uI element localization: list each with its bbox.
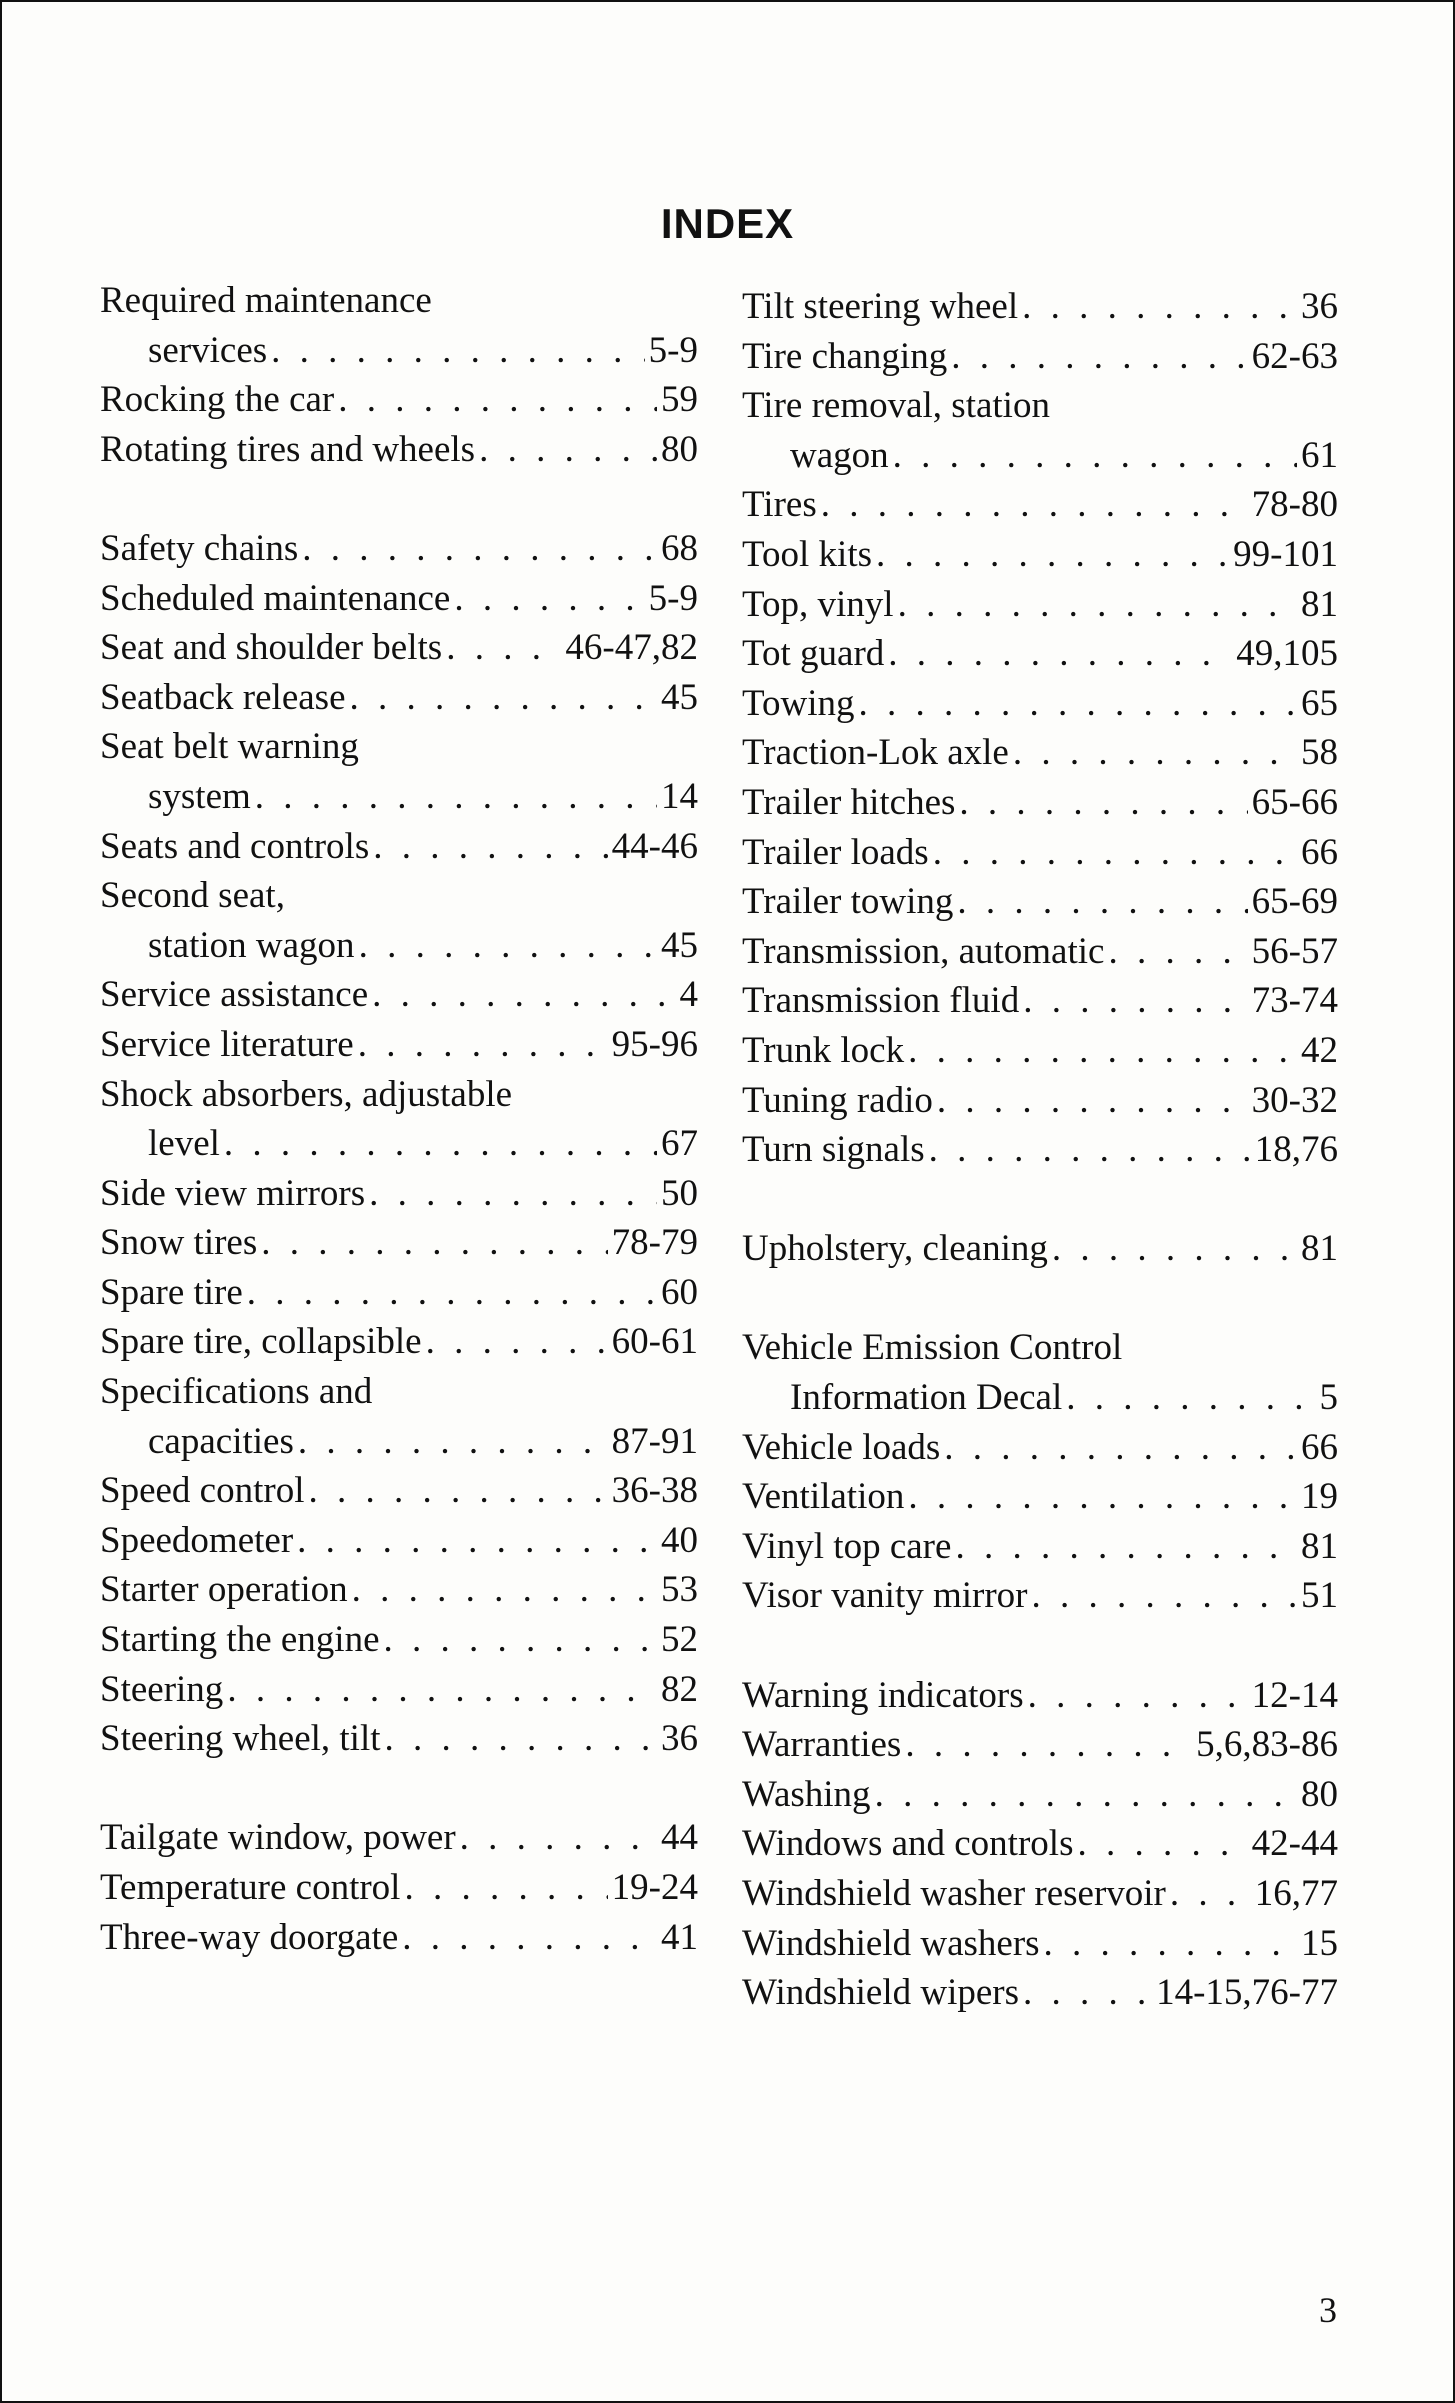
index-entry (100, 1169, 698, 1219)
index-entry (742, 1125, 1338, 1175)
dot-leader (888, 629, 1232, 679)
index-entry-page: 14-15,76-77 (1156, 1972, 1338, 2014)
index-entry-text: Tire removal, station (742, 385, 1050, 427)
index-entry-text: Trailer hitches (742, 781, 956, 823)
index-entry (100, 276, 698, 326)
index-entry-text: Visor vanity mirror (742, 1575, 1028, 1617)
index-entry-text: Rocking the car (100, 379, 335, 421)
index-entry-text: system (148, 775, 251, 817)
dot-leader (905, 1720, 1192, 1770)
dot-leader (1077, 1819, 1247, 1869)
index-entry-page: 80 (661, 428, 698, 470)
index-entry-page: 61 (1301, 434, 1338, 476)
index-entry (100, 326, 698, 376)
dot-leader (350, 673, 658, 723)
index-entry-text: Second seat, (100, 875, 285, 917)
index-entry (100, 375, 698, 425)
index-entry-page: 73-74 (1251, 980, 1338, 1022)
index-entry-page: 78-79 (611, 1222, 698, 1264)
index-entry-page: 40 (661, 1519, 698, 1561)
index-entry-page: 58 (1301, 732, 1338, 774)
index-entry-text: Turn signals (742, 1129, 925, 1171)
index-entry-text: Side view mirrors (100, 1172, 366, 1214)
index-entry-text: Safety chains (100, 527, 299, 569)
index-entry-text: Rotating tires and wheels (100, 428, 476, 470)
index-entry-text: Scheduled maintenance (100, 577, 451, 619)
dot-leader (1023, 1968, 1152, 2018)
index-entry-text: Tuning radio (742, 1079, 933, 1121)
index-entry-page: 67 (661, 1123, 698, 1165)
index-entry-page: 5 (1319, 1377, 1338, 1419)
dot-leader (1013, 728, 1297, 778)
index-entry (100, 574, 698, 624)
index-entry-text: Shock absorbers, adjustable (100, 1073, 513, 1115)
index-entry-text: Tire changing (742, 335, 948, 377)
index-entry-page: 87-91 (611, 1420, 698, 1462)
index-entry-page: 80 (1301, 1773, 1338, 1815)
dot-leader (227, 1665, 657, 1715)
dot-leader (929, 1125, 1251, 1175)
index-entry-text: Traction-Lok axle (742, 732, 1009, 774)
index-entry (100, 1070, 698, 1120)
index-entry-text: Trailer loads (742, 831, 929, 873)
index-entry-text: Required maintenance (100, 280, 432, 321)
index-entry-page: 49,105 (1236, 633, 1338, 675)
index-entry-text: Ventilation (742, 1476, 905, 1518)
index-entry-page: 65-66 (1251, 781, 1338, 823)
index-entry (100, 623, 698, 673)
index-entry-page: 52 (661, 1619, 698, 1661)
dot-leader (454, 574, 644, 624)
index-entry-page: 44-46 (611, 825, 698, 867)
index-entry-page: 81 (1301, 1228, 1338, 1270)
index-entry-text: Starting the engine (100, 1619, 380, 1661)
index-entry-text: Starter operation (100, 1569, 348, 1611)
index-entry-text: Information Decal (790, 1377, 1063, 1419)
entry-gap (742, 1621, 1338, 1671)
dot-leader (426, 1317, 608, 1367)
index-entry-text: Tailgate window, power (100, 1817, 456, 1859)
index-entry-page: 19-24 (611, 1867, 698, 1908)
index-entry-page: 36-38 (611, 1470, 698, 1512)
index-entry (742, 530, 1338, 580)
index-entry-text: Spare tire, collapsible (100, 1321, 422, 1363)
index-entry (100, 1020, 698, 1070)
dot-leader (876, 530, 1229, 580)
index-entry (742, 778, 1338, 828)
index-entry-text: Windshield wipers (742, 1972, 1019, 2014)
index-entry (742, 1224, 1338, 1274)
index-entry-text: Specifications and (100, 1371, 373, 1413)
dot-leader (261, 1218, 607, 1268)
dot-leader (308, 1466, 607, 1516)
index-entry (742, 828, 1338, 878)
index-entry (742, 1720, 1338, 1770)
index-entry-text: Seatback release (100, 676, 346, 718)
index-entry (100, 1466, 698, 1516)
index-entry (100, 772, 698, 822)
dot-leader (358, 1020, 608, 1070)
index-entry-text: Tool kits (742, 533, 873, 575)
index-entry (742, 629, 1338, 679)
index-entry-text: Service assistance (100, 974, 369, 1016)
index-entry-page: 16,77 (1254, 1873, 1338, 1914)
index-entry-text: Speed control (100, 1470, 305, 1512)
dot-leader (1066, 1373, 1315, 1423)
index-entry (742, 1919, 1338, 1969)
index-entry (742, 1373, 1338, 1423)
index-entry (742, 1968, 1338, 2018)
dot-leader (479, 425, 657, 475)
dot-leader (255, 772, 657, 822)
index-entry-text: Windshield washer reservoir (742, 1873, 1166, 1914)
index-entry-text: wagon (790, 434, 889, 476)
index-entry-page: 59 (661, 379, 698, 421)
index-entry-text: Warranties (742, 1724, 902, 1766)
index-entry (100, 1665, 698, 1715)
index-entry-text: Temperature control (100, 1867, 401, 1908)
index-entry-page: 78-80 (1251, 484, 1338, 526)
index-entry (742, 332, 1338, 382)
dot-leader (1170, 1869, 1251, 1919)
index-entry-page: 14 (661, 775, 698, 817)
index-column-left (100, 276, 698, 1962)
dot-leader (402, 1913, 657, 1963)
index-entry-text: Seat and shoulder belts (100, 627, 443, 669)
dot-leader (933, 828, 1297, 878)
dot-leader (893, 431, 1297, 481)
index-entry-text: Upholstery, cleaning (742, 1228, 1048, 1270)
dot-leader (224, 1119, 657, 1169)
index-entry-text: Vehicle loads (742, 1426, 941, 1468)
index-entry-text: Trunk lock (742, 1029, 905, 1071)
index-entry-text: Snow tires (100, 1222, 258, 1264)
dot-leader (385, 1714, 657, 1764)
index-entry-text: Steering (100, 1668, 224, 1710)
dot-leader (373, 822, 607, 872)
index-entry-text: Seat belt warning (100, 726, 359, 768)
index-entry-page: 81 (1301, 583, 1338, 625)
index-entry (742, 1423, 1338, 1473)
index-entry (100, 1367, 698, 1417)
index-entry (100, 722, 698, 772)
index-entry (742, 728, 1338, 778)
dot-leader (384, 1615, 658, 1665)
page-title: INDEX (660, 200, 795, 247)
index-entry-text: Tires (742, 484, 817, 526)
index-entry-text: Vinyl top care (742, 1525, 952, 1567)
index-entry-text: Warning indicators (742, 1674, 1024, 1716)
dot-leader (338, 375, 657, 425)
index-entry-page: 66 (1301, 831, 1338, 873)
index-entry-text: services (148, 329, 268, 371)
index-entry-page: 30-32 (1251, 1079, 1338, 1121)
index-entry-text: Speedometer (100, 1519, 294, 1561)
index-entry-page: 60-61 (611, 1321, 698, 1363)
index-entry-page: 68 (661, 527, 698, 569)
index-entry (100, 970, 698, 1020)
index-entry (742, 1671, 1338, 1721)
index-entry-text: Washing (742, 1773, 871, 1815)
index-entry-text: Three-way doorgate (100, 1916, 399, 1958)
index-entry (100, 673, 698, 723)
index-entry-text: Tilt steering wheel (742, 286, 1019, 327)
dot-leader (1032, 1571, 1297, 1621)
index-entry-page: 41 (661, 1916, 698, 1958)
index-entry-page: 66 (1301, 1426, 1338, 1468)
index-entry-page: 15 (1301, 1922, 1338, 1964)
index-entry-page: 5,6,83-86 (1196, 1724, 1338, 1766)
entry-gap (100, 474, 698, 524)
index-entry (100, 1516, 698, 1566)
index-entry-text: capacities (148, 1420, 294, 1462)
index-entry-text: Towing (742, 682, 855, 724)
index-entry-page: 5-9 (648, 577, 698, 619)
index-entry-page: 18,76 (1254, 1129, 1338, 1171)
index-entry (100, 1268, 698, 1318)
index-entry-page: 19 (1301, 1476, 1338, 1518)
dot-leader (298, 1417, 608, 1467)
index-entry (742, 1571, 1338, 1621)
index-entry (100, 425, 698, 475)
index-entry-page: 45 (661, 676, 698, 718)
dot-leader (1052, 1224, 1297, 1274)
dot-leader (908, 1472, 1297, 1522)
index-entry-text: Vehicle Emission Control (742, 1327, 1123, 1369)
page-number: 3 (1319, 2290, 1337, 2330)
index-entry-page: 42 (1301, 1029, 1338, 1071)
index-entry (742, 580, 1338, 630)
dot-leader (937, 1076, 1248, 1126)
index-entry (100, 1417, 698, 1467)
dot-leader (302, 524, 657, 574)
dot-leader (1044, 1919, 1297, 1969)
index-entry-text: Seats and controls (100, 825, 370, 867)
index-entry (742, 1026, 1338, 1076)
index-entry (742, 877, 1338, 927)
dot-leader (352, 1565, 657, 1615)
dot-leader (369, 1169, 657, 1219)
index-entry-text: Windows and controls (742, 1823, 1074, 1865)
index-entry (742, 1819, 1338, 1869)
dot-leader (297, 1516, 657, 1566)
index-entry-page: 36 (661, 1718, 698, 1760)
index-entry-page: 51 (1301, 1575, 1338, 1617)
dot-leader (271, 326, 645, 376)
index-entry (100, 1913, 698, 1963)
index-entry-text: Spare tire (100, 1271, 243, 1313)
index-entry (742, 1522, 1338, 1572)
dot-leader (359, 921, 657, 971)
index-entry (742, 1076, 1338, 1126)
index-entry (100, 524, 698, 574)
dot-leader (372, 970, 675, 1020)
index-entry-page: 60 (661, 1271, 698, 1313)
dot-leader (404, 1863, 607, 1913)
dot-leader (1028, 1671, 1248, 1721)
dot-leader (875, 1770, 1297, 1820)
index-entry-page: 65 (1301, 682, 1338, 724)
dot-leader (955, 1522, 1297, 1572)
dot-leader (460, 1813, 657, 1863)
index-entry-page: 36 (1301, 286, 1338, 327)
index-entry (100, 871, 698, 921)
index-entry (742, 976, 1338, 1026)
index-entry-page: 46-47,82 (565, 627, 698, 669)
index-entry (742, 1323, 1338, 1373)
index-entry (100, 1119, 698, 1169)
index-entry-text: station wagon (148, 924, 355, 966)
index-entry-page: 53 (661, 1569, 698, 1611)
index-entry (742, 431, 1338, 481)
dot-leader (959, 778, 1247, 828)
index-entry (100, 1714, 698, 1764)
index-entry (100, 1615, 698, 1665)
dot-leader (1022, 282, 1297, 332)
dot-leader (1023, 976, 1247, 1026)
index-entry (742, 480, 1338, 530)
dot-leader (1108, 927, 1247, 977)
dot-leader (944, 1423, 1297, 1473)
dot-leader (247, 1268, 657, 1318)
index-entry-text: Tot guard (742, 633, 885, 675)
index-entry-page: 44 (661, 1817, 698, 1859)
index-entry-page: 81 (1301, 1525, 1338, 1567)
index-entry (742, 1472, 1338, 1522)
entry-gap (742, 1175, 1338, 1225)
dot-leader (859, 679, 1297, 729)
index-entry-page: 99-101 (1233, 533, 1338, 575)
index-entry-page: 82 (661, 1668, 698, 1710)
index-entry (742, 679, 1338, 729)
index-entry-page: 65-69 (1251, 881, 1338, 923)
index-entry (100, 1565, 698, 1615)
index-entry (100, 1863, 698, 1913)
index-entry (742, 927, 1338, 977)
index-entry-page: 95-96 (611, 1023, 698, 1065)
index-entry-page: 42-44 (1251, 1823, 1338, 1865)
index-entry-page: 62-63 (1251, 335, 1338, 377)
index-entry (100, 822, 698, 872)
index-entry (100, 1218, 698, 1268)
index-entry-text: Trailer towing (742, 881, 954, 923)
index-entry-page: 5-9 (648, 329, 698, 371)
dot-leader (898, 580, 1297, 630)
index-entry (742, 282, 1338, 332)
index-entry-page: 45 (661, 924, 698, 966)
index-entry-page: 50 (661, 1172, 698, 1214)
index-entry (742, 1770, 1338, 1820)
entry-gap (742, 1274, 1338, 1324)
index-entry (100, 1317, 698, 1367)
index-entry-page: 56-57 (1251, 930, 1338, 972)
dot-leader (908, 1026, 1297, 1076)
dot-leader (951, 332, 1247, 382)
index-entry-text: Transmission, automatic (742, 930, 1105, 972)
index-column-right (742, 282, 1338, 2018)
index-entry (100, 921, 698, 971)
index-entry (742, 1869, 1338, 1919)
index-entry (100, 1813, 698, 1863)
index-entry-page: 4 (679, 974, 698, 1016)
index-entry (742, 381, 1338, 431)
index-entry-text: level (148, 1123, 220, 1165)
dot-leader (957, 877, 1247, 927)
index-entry-text: Windshield washers (742, 1922, 1040, 1964)
index-entry-text: Top, vinyl (742, 583, 894, 625)
index-entry-page: 12-14 (1251, 1674, 1338, 1716)
index-entry-text: Service literature (100, 1023, 354, 1065)
index-entry-text: Steering wheel, tilt (100, 1718, 381, 1760)
dot-leader (446, 623, 561, 673)
entry-gap (100, 1764, 698, 1814)
dot-leader (821, 480, 1248, 530)
index-entry-text: Transmission fluid (742, 980, 1020, 1022)
